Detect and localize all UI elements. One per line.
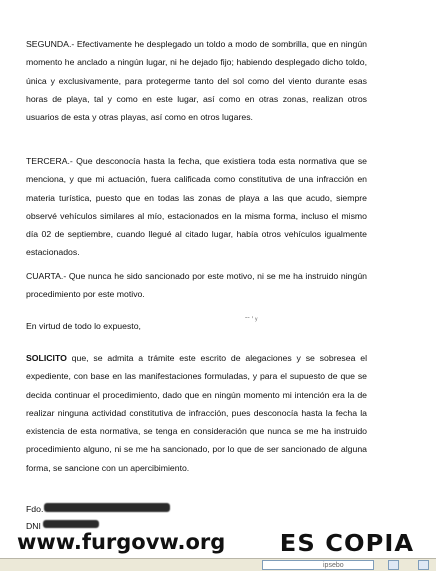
taskbar-field[interactable]: ipsebo — [262, 560, 374, 570]
copy-stamp: ES COPIA — [279, 531, 415, 557]
fdo-label: Fdo. — [26, 504, 44, 514]
paragraph-solicito — [26, 349, 367, 477]
paragraph-text: TERCERA.- Que desconocía hasta la fecha, que existiera toda esta normativa que se menciona, y que mi actuación, fuera calificada como constitutiva de una infracción en materia turística, puesto que en todas las zonas de playa a las que acudo, siempre observé vehículos similares al mío, estacionados en la misma forma, incluso el mismo día 02 de septiembre, cuando llegué al citado lugar, había otros vehículos igualmente estacionados. — [26, 156, 367, 258]
paragraph-text: CUARTA.- Que nunca he sido sancionado por este motivo, ni se me ha instruido ningún procedimiento por este motivo. — [26, 271, 367, 300]
arrow-icon[interactable] — [418, 560, 429, 570]
paragraph-text: que, se admita a trámite este escrito de alegaciones y se sobresea el expediente, con base en las manifestaciones formuladas, y para el supuesto de que se decida continuar el procedimiento, dado que en ningún momento mi intención era la de realizar ninguna actividad constitutiva de infracción, pues desconocía hasta la fecha la existencia de esta normativa, se tenga en consideración que nunca se me ha instruido procedimiento alguno, ni se me ha sancionado, por lo que de ser sancionado de alguna forma, se sancione con un apercibimiento. — [26, 353, 367, 473]
window-icon[interactable] — [388, 560, 399, 570]
paragraph-text: En virtud de todo lo expuesto, — [26, 321, 141, 331]
paragraph-segunda — [26, 35, 367, 126]
paragraph-en-virtud — [26, 317, 367, 335]
margin-scribble: ˉˉ ʼ ʸ — [245, 317, 258, 324]
redacted-name — [44, 503, 170, 512]
redacted-dni — [43, 520, 99, 528]
dni-label: DNI — [26, 521, 41, 531]
solicito-label: SOLICITO — [26, 353, 67, 363]
taskbar — [0, 558, 436, 571]
signature-fdo-line — [26, 503, 43, 515]
site-watermark: www.furgovw.org — [17, 530, 226, 554]
paragraph-cuarta — [26, 267, 367, 304]
paragraph-tercera — [26, 152, 367, 262]
paragraph-text: SEGUNDA.- Efectivamente he desplegado un toldo a modo de sombrilla, que en ningún momento he anclado a ningún lugar, ni he dejado fijo; habiendo desplegado dicho toldo, única y exclusivamente, para protegerme tanto del sol como del viento durante esas horas de playa, tal y como en este lugar, así como en otras zonas, realizan otros usuarios de esta y otras playas, así como en otros lugares. — [26, 39, 367, 123]
